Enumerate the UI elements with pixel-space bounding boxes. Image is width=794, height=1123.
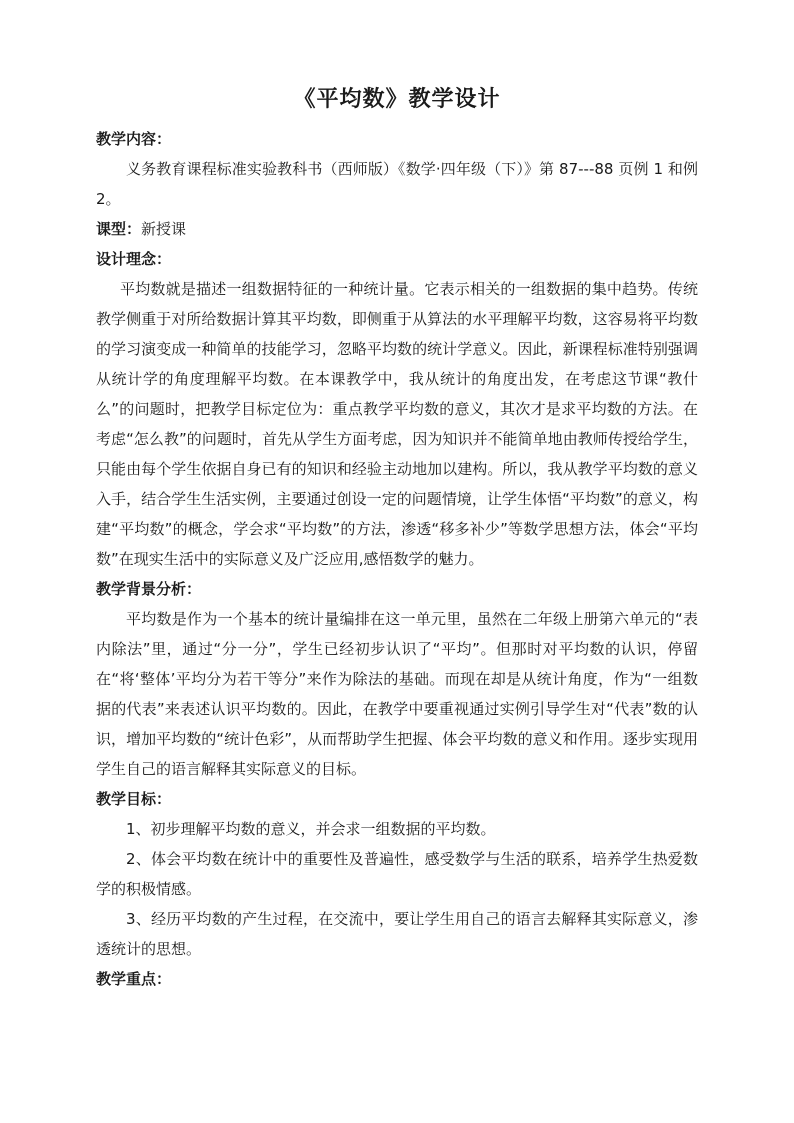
teaching-goal-item: 3、经历平均数的产生过程，在交流中，要让学生用自己的语言去解释其实际意义，渗透统计的思想。 (96, 910, 698, 958)
lesson-type-value: 新授课 (141, 220, 187, 238)
key-points-heading: 教学重点： (96, 970, 172, 988)
teaching-goal-item: 1、初步理解平均数的意义，并会求一组数据的平均数。 (126, 820, 496, 838)
background-analysis-text: 平均数是作为一个基本的统计量编排在这一单元里，虽然在二年级上册第六单元的“表内除法”里，通过“分一分”，学生已经初步认识了“平均”。但那时对平均数的认识，停留在“将‘整体’平均分为若干等分”来作为除法的基础。而现在却是从统计角度，作为“一组数据的代表”来表述认识平均数的。因此，在教学中要重视通过实例引导学生对“代表”数的认识，增加平均数的“统计色彩”，从而帮助学生把握、体会平均数的意义和作用。逐步实现用学生自己的语言解释其实际意义的目标。 (96, 610, 698, 778)
teaching-goals-heading: 教学目标： (96, 790, 172, 808)
teaching-content-heading: 教学内容： (96, 130, 172, 148)
lesson-type-label: 课型： (96, 220, 142, 238)
lesson-type-line (96, 214, 698, 244)
design-concept-heading: 设计理念： (96, 250, 172, 268)
design-concept-text: 平均数就是描述一组数据特征的一种统计量。它表示相关的一组数据的集中趋势。传统教学侧重于对所给数据计算其平均数，即侧重于从算法的水平理解平均数，这容易将平均数的学习演变成一种简单的技能学习，忽略平均数的统计学意义。因此，新课程标准特别强调从统计学的角度理解平均数。在本课教学中，我从统计的角度出发，在考虑这节课“教什么”的问题时，把教学目标定位为：重点教学平均数的意义，其次才是求平均数的方法。在考虑“怎么教”的问题时，首先从学生方面考虑，因为知识并不能简单地由教师传授给学生，只能由每个学生依据自身已有的知识和经验主动地加以建构。所以，我从教学平均数的意义入手，结合学生生活实例，主要通过创设一定的问题情境，让学生体悟“平均数”的意义，构建“平均数”的概念，学会求“平均数”的方法，渗透“移多补少”等数学思想方法，体会“平均数”在现实生活中的实际意义及广泛应用,感悟数学的魅力。 (96, 280, 698, 568)
document-title: 《平均数》教学设计 (293, 86, 501, 112)
teaching-goal-item: 2、体会平均数在统计中的重要性及普遍性，感受数学与生活的联系，培养学生热爱数学的积极情感。 (96, 850, 698, 898)
background-analysis-heading: 教学背景分析： (96, 580, 202, 598)
teaching-content-text: 义务教育课程标准实验教科书（西师版）《数学·四年级（下）》第 87---88 页例 1 和例 2。 (96, 160, 698, 208)
